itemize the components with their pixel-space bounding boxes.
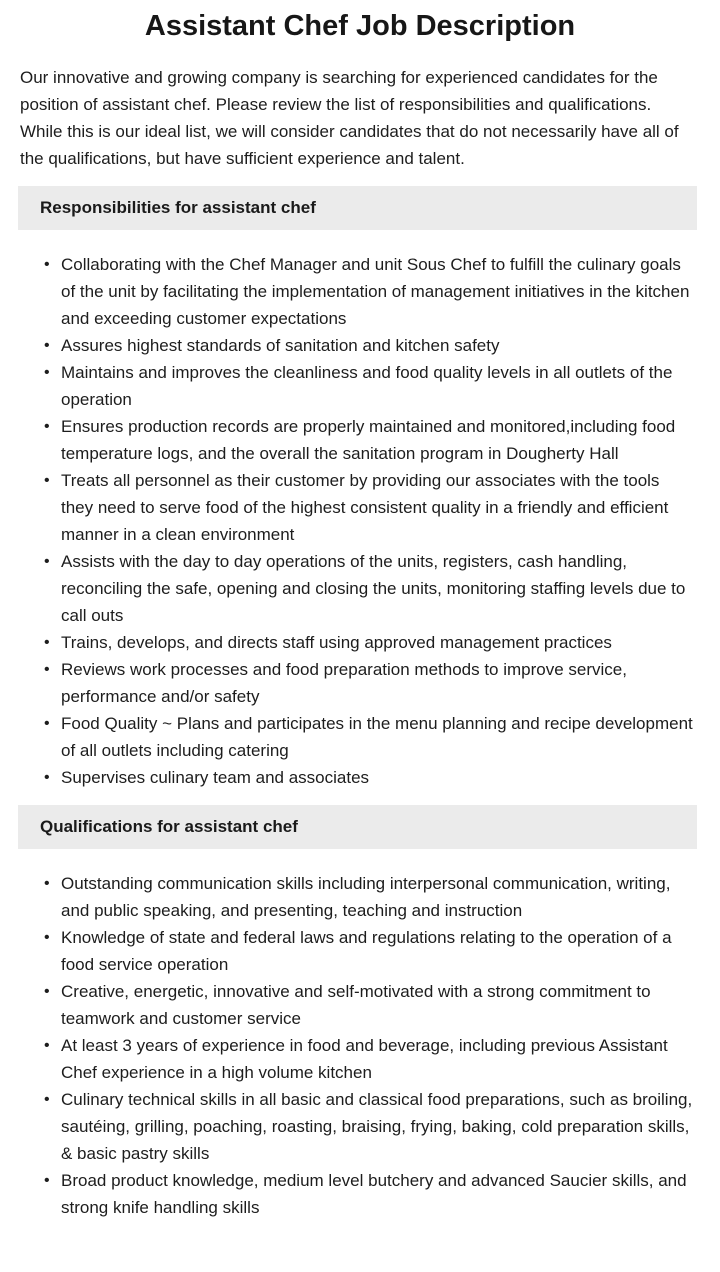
list-item: • Collaborating with the Chef Manager and unit Sous Chef to fulfill the culinary goals of the unit by facilitating the implementation of management initiatives in the kitchen and exceeding customer expectations [61,251,696,332]
list-item: • Supervises culinary team and associates [61,764,696,791]
list-item: • Broad product knowledge, medium level butchery and advanced Saucier skills, and strong knife handling skills [61,1167,696,1221]
list-item: • Treats all personnel as their customer by providing our associates with the tools they need to serve food of the highest consistent quality in a friendly and efficient manner in a clean environment [61,467,696,548]
list-item: • Knowledge of state and federal laws and regulations relating to the operation of a food service operation [61,924,696,978]
intro-paragraph: Our innovative and growing company is searching for experienced candidates for the position of assistant chef. Please review the list of responsibilities and qualifications. While this is our ideal list, we will consider candidates that do not necessarily have all of the qualifications, but have sufficient experience and talent. [20,68,679,168]
qualifications-list [0,870,696,1221]
section-header-qualifications [18,805,697,849]
list-item: • Reviews work processes and food preparation methods to improve service, performance and/or safety [61,656,696,710]
list-item: • Culinary technical skills in all basic and classical food preparations, such as broiling, sautéing, grilling, poaching, roasting, braising, frying, baking, cold preparation skills, & basic pastry skills [61,1086,696,1167]
section-heading-label: Responsibilities for assistant chef [40,198,316,217]
list-item: • Food Quality ~ Plans and participates in the menu planning and recipe development of all outlets including catering [61,710,696,764]
list-item: • Ensures production records are properly maintained and monitored,including food temperature logs, and the overall the sanitation program in Dougherty Hall [61,413,696,467]
list-item: • Assists with the day to day operations of the units, registers, cash handling, reconciling the safe, opening and closing the units, monitoring staffing levels due to call outs [61,548,696,629]
list-item: • Creative, energetic, innovative and self-motivated with a strong commitment to teamwork and customer service [61,978,696,1032]
list-item: • At least 3 years of experience in food and beverage, including previous Assistant Chef experience in a high volume kitchen [61,1032,696,1086]
bottom-whitespace [0,1221,720,1251]
list-item: • Trains, develops, and directs staff using approved management practices [61,629,696,656]
section-header-responsibilities [18,186,697,230]
list-item: • Outstanding communication skills including interpersonal communication, writing, and public speaking, and presenting, teaching and instruction [61,870,696,924]
list-item: • Assures highest standards of sanitation and kitchen safety [61,332,696,359]
responsibilities-list [0,251,696,791]
list-item: • Maintains and improves the cleanliness and food quality levels in all outlets of the operation [61,359,696,413]
page-title: Assistant Chef Job Description [144,10,576,42]
section-heading-label: Qualifications for assistant chef [40,817,298,836]
